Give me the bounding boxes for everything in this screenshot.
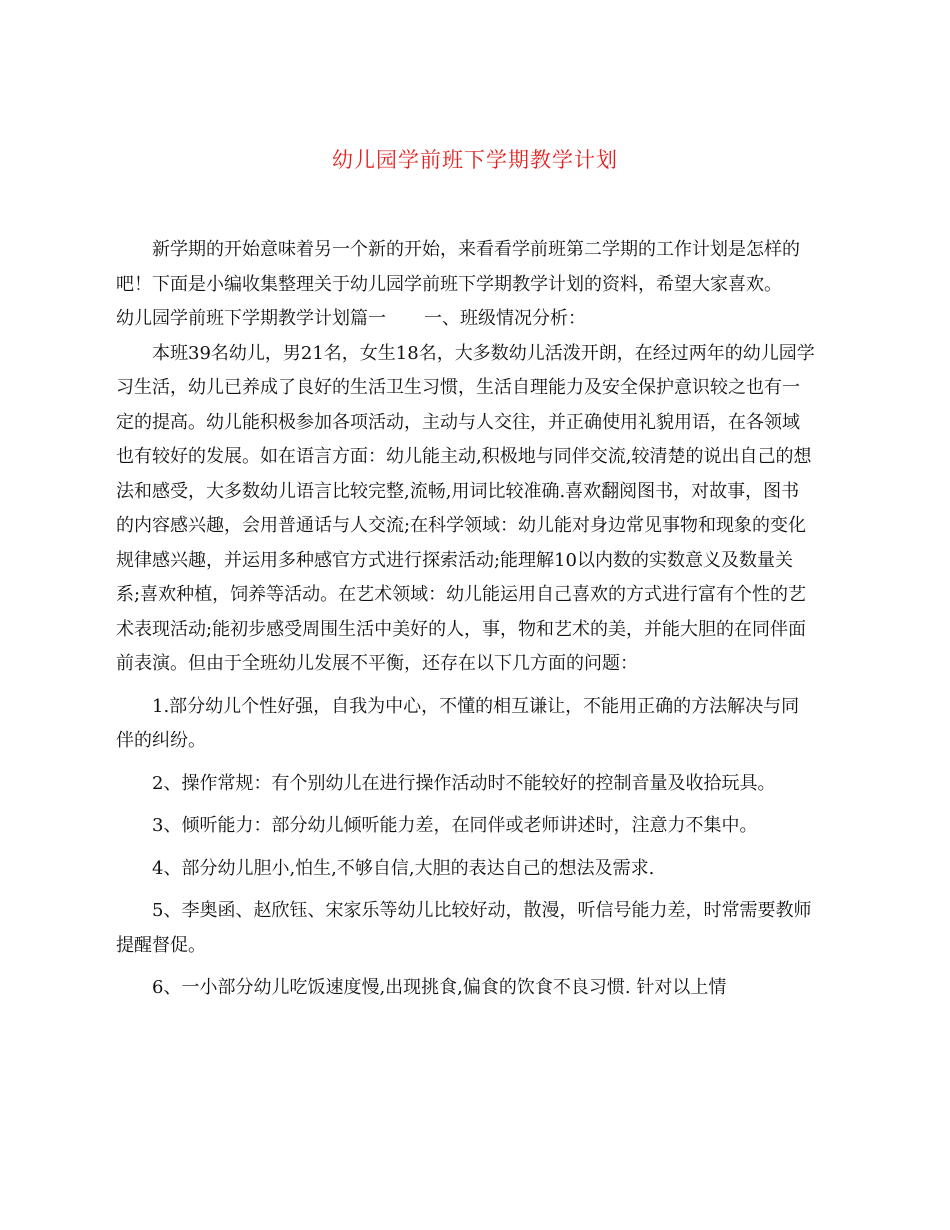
list-item: 2、操作常规：有个别幼儿在进行操作活动时不能较好的控制音量及收拾玩具。 (152, 772, 776, 794)
section-heading: 幼儿园学前班下学期教学计划篇一 (116, 308, 386, 329)
list-item: 5、李奥函、赵欣钰、宋家乐等幼儿比较好动，散漫，听信号能力差，时常需要教师提醒督促。 (116, 900, 812, 956)
subsection-heading: 一、班级情况分析： (424, 308, 586, 329)
section-heading-line (116, 302, 816, 337)
document-title: 幼儿园学前班下学期教学计划 (332, 148, 618, 172)
analysis-paragraph: 本班39名幼儿，男21名，女生18名，大多数幼儿活泼开朗，在经过两年的幼儿园学习生活，幼儿已养成了良好的生活卫生习惯，生活自理能力及安全保护意识较之也有一定的提高。幼儿能积极参加各项活动，主动与人交往，并正确使用礼貌用语，在各领域也有较好的发展。如在语言方面：幼儿能主动,积极地与同伴交流,较清楚的说出自己的想法和感受，大多数幼儿语言比较完整,流畅,用词比较准确.喜欢翻阅图书，对故事，图书的内容感兴趣，会用普通话与人交流;在科学领域：幼儿能对身边常见事物和现象的变化规律感兴趣，并运用多种感官方式进行探索活动;能理解10以内数的实数意义及数量关系;喜欢种植，饲养等活动。在艺术领域：幼儿能运用自己喜欢的方式进行富有个性的艺术表现活动;能初步感受周围生活中美好的人，事，物和艺术的美，并能大胆的在同伴面前表演。但由于全班幼儿发展不平衡，还存在以下几方面的问题： (116, 342, 815, 674)
list-item: 4、部分幼儿胆小,怕生,不够自信,大胆的表达自己的想法及需求. (152, 857, 655, 879)
list-item: 3、倾听能力：部分幼儿倾听能力差，在同伴或老师讲述时，注意力不集中。 (152, 815, 758, 836)
list-item: 6、一小部分幼儿吃饭速度慢,出现挑食,偏食的饮食不良习惯. 针对以上情 (152, 977, 727, 998)
list-item: 1.部分幼儿个性好强，自我为中心，不懂的相互谦让，不能用正确的方法解决与同伴的纠纷。 (116, 695, 800, 751)
intro-paragraph: 新学期的开始意味着另一个新的开始，来看看学前班第二学期的工作计划是怎样的吧！下面是小编收集整理关于幼儿园学前班下学期教学计划的资料，希望大家喜欢。 (116, 239, 800, 295)
document-body (116, 233, 816, 1006)
